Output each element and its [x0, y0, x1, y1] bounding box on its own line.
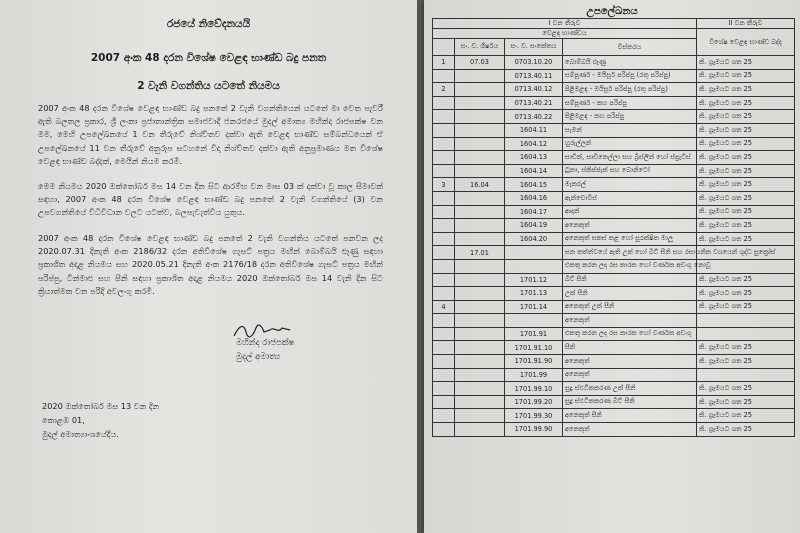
table-row — [433, 273, 795, 287]
page-gutter — [417, 0, 424, 533]
tax-cell: කි. ග්‍රෑමයට ශත 25 — [697, 287, 795, 301]
description-cell: සම්පූර්ණ - කහ පරිප්පු — [563, 96, 697, 110]
hs-code-column-header: සං. ව. සංකේතය — [505, 39, 563, 56]
description-cell: සාඩින්, සාඩිනෙල්ලා සහ බ්‍රිස්ලින් හෝ ස්ප්‍රැට්ස් — [563, 151, 697, 165]
table-row — [433, 205, 795, 219]
tax-cell — [697, 259, 795, 273]
hs-code-cell: 1604.17 — [505, 205, 563, 219]
table-row — [433, 382, 795, 396]
hs-code-cell: 0713.40.22 — [505, 110, 563, 124]
table-row — [433, 83, 795, 97]
hs-code-cell: 1701.91.10 — [505, 341, 563, 355]
tax-cell: කි. ග්‍රෑමයට ශත 25 — [697, 273, 795, 287]
signatory-name: මහින්ද රාජපක්ෂ — [236, 338, 295, 348]
serial-cell — [433, 205, 455, 219]
description-cell: බොම්බයි ළූණු — [563, 56, 697, 70]
table-row — [433, 300, 795, 314]
tax-cell: කි. ග්‍රෑමයට ශත 25 — [697, 151, 795, 165]
table-row — [433, 368, 795, 382]
description-cell: පිළිමළඳ - මයිසූර් පරිප්පු (රතු පරිප්පු) — [563, 83, 697, 97]
serial-cell — [433, 110, 455, 124]
serial-cell — [433, 69, 455, 83]
hs-heading-cell — [455, 409, 505, 423]
hs-heading-cell — [455, 395, 505, 409]
tax-cell: කි. ග්‍රෑමයට ශත 25 — [697, 232, 795, 246]
hs-heading-cell: 16.04 — [455, 178, 505, 192]
hs-code-cell: 1604.19 — [505, 219, 563, 233]
description-cell: ඝන තත්ත්වයේ ඇති උක් හෝ බීට් සීනි සහ රසායනික වශයෙන් ශුද්ධ සුක්‍රෝස් — [563, 246, 697, 260]
hs-code-cell: 1604.12 — [505, 137, 563, 151]
notice-paragraph-1: 2007 අංක 48 දරන විශේෂ වෙළඳ භාණ්ඩ බදු පනතේ 2 වැනි වගන්තියෙන් යටතේ මා වෙත පැවරී ඇති බලතල ප්‍රකාර, ශ්‍රී ලංකා ප්‍රජාතාන්ත්‍රික සමාජවාදී ජනරජයේ මුදල් අමාත්‍ය මහින්ද රාජපක්ෂ වන මම, මෙහි උපලේඛනයේ 1 වන තීරුවේ නිශ්චිතව දක්වා ඇති වෙළඳ භාණ්ඩ සම්බන්ධයෙන් ඒ උපලේඛනයේ 11 වන තීරුවේ අනුරූප සටහනේ විදා නිශ්චිතව දක්වා ඇති අනුප්‍රමාණය මත විශේෂ වෙළඳ භාණ්ඩ බද්දක්, මෙයින් නියම කරමි. — [38, 103, 383, 166]
order-subtitle: 2 වැනි වගන්තිය යටතේ නියමය — [137, 80, 280, 92]
table-row — [433, 409, 795, 423]
tax-cell: කි. ග්‍රෑමයට ශත 25 — [697, 300, 795, 314]
table-row — [433, 178, 795, 192]
description-cell: එකතු කරන ලද රස කාරක හෝ වර්ණක අඩංගු — [563, 327, 697, 341]
serial-cell — [433, 368, 455, 382]
hs-code-cell: 1604.20 — [505, 232, 563, 246]
description-cell: ආදන් — [563, 205, 697, 219]
hs-heading-cell — [455, 314, 505, 328]
hs-heading-cell — [455, 164, 505, 178]
serial-cell — [433, 151, 455, 165]
hs-code-cell: 1701.91 — [505, 327, 563, 341]
table-row — [433, 423, 795, 437]
hs-heading-cell — [455, 123, 505, 137]
hs-heading-column-header: සං. ව. ශීර්ෂය — [455, 39, 505, 56]
serial-cell: 3 — [433, 178, 455, 192]
tax-cell — [697, 314, 795, 328]
table-row — [433, 96, 795, 110]
hs-code-cell: 1604.11 — [505, 123, 563, 137]
description-cell: පිළිමළඳ - කහ පරිප්පු — [563, 110, 697, 124]
description-cell: අනෙකුත් සකස් කළ හෝ සුරක්ෂිත මාලූ — [563, 232, 697, 246]
description-cell: අනෙකුත් — [563, 219, 697, 233]
hs-heading-cell — [455, 368, 505, 382]
tax-cell: කි. ග්‍රෑමයට ශත 25 — [697, 341, 795, 355]
description-column-header: විස්තරය — [563, 39, 697, 56]
serial-cell: 1 — [433, 56, 455, 70]
table-row — [433, 151, 795, 165]
hs-code-cell — [505, 246, 563, 260]
table-row — [433, 246, 795, 260]
description-cell: උක් සීනි — [563, 287, 697, 301]
table-row — [433, 191, 795, 205]
serial-cell — [433, 382, 455, 396]
hs-heading-cell — [455, 327, 505, 341]
serial-cell — [433, 395, 455, 409]
hs-code-cell: 1604.15 — [505, 178, 563, 192]
description-cell: මැකරල් — [563, 178, 697, 192]
tax-cell — [697, 368, 795, 382]
serial-cell — [433, 96, 455, 110]
notice-heading: රජයේ නිවේදනයයි — [166, 18, 251, 30]
tax-cell: කි. ග්‍රෑමයට ශත 25 — [697, 191, 795, 205]
hs-code-cell: 1701.99.10 — [505, 382, 563, 396]
table-row — [433, 341, 795, 355]
hs-heading-cell — [455, 300, 505, 314]
table-row — [433, 314, 795, 328]
description-cell: අනෙකුත් සීනි — [563, 409, 697, 423]
description-cell: සම්පූර්ණ - මයිසූර් පරිප්පු (රතු පරිප්පු) — [563, 69, 697, 83]
hs-heading-cell: 17.01 — [455, 246, 505, 260]
hs-code-cell: 1701.99 — [505, 368, 563, 382]
serial-cell — [433, 341, 455, 355]
table-row — [433, 164, 795, 178]
serial-cell — [433, 287, 455, 301]
table-row — [433, 287, 795, 301]
serial-column-header — [433, 39, 455, 56]
serial-cell — [433, 219, 455, 233]
table-row — [433, 123, 795, 137]
hs-heading-cell — [455, 205, 505, 219]
hs-heading-cell — [455, 382, 505, 396]
tax-cell: කි. ග්‍රෑමයට ශත 25 — [697, 205, 795, 219]
table-row — [433, 219, 795, 233]
serial-cell — [433, 137, 455, 151]
serial-cell — [433, 164, 455, 178]
description-cell: අනෙකුත් — [563, 355, 697, 369]
hs-code-cell: 1701.99.30 — [505, 409, 563, 423]
table-row — [433, 137, 795, 151]
hs-code-cell: 1604.14 — [505, 164, 563, 178]
hs-heading-cell — [455, 191, 505, 205]
serial-cell — [433, 191, 455, 205]
serial-cell — [433, 123, 455, 137]
description-cell: අනෙකුත් — [563, 423, 697, 437]
hs-heading-cell — [455, 69, 505, 83]
act-title: 2007 අංක 48 දරන විශේෂ වෙළඳ භාණ්ඩ බදු පනත — [90, 52, 327, 64]
hs-heading-cell — [455, 287, 505, 301]
serial-cell — [433, 314, 455, 328]
notice-paragraph-2: මෙම නියමය 2020 ඔක්තෝබර් මස 14 වන දින සිට ආරම්භ වන මාස 03 ක් දක්වා වූ කාල සීමාවක් සඳහා, 2007 අංක 48 දරන විශේෂ වෙළඳ භාණ්ඩ බදු පනතේ 2 වැනි වගන්තියේ (3) වන උපවගන්තියේ විධිවිධාන වලට යටත්ව, බලපැවැත්විය යුතුය. — [38, 181, 383, 218]
tax-cell: කි. ග්‍රෑමයට ශත 25 — [697, 423, 795, 437]
tax-cell: කි. ග්‍රෑමයට ශත 25 — [697, 395, 795, 409]
tax-column-header: විශේෂ වෙළඳ භාණ්ඩ බද්ද — [697, 29, 795, 56]
hs-code-cell: 1701.99.20 — [505, 395, 563, 409]
table-row — [433, 110, 795, 124]
hs-heading-cell — [455, 151, 505, 165]
hs-code-cell: 1604.13 — [505, 151, 563, 165]
tax-cell: කි. ග්‍රෑමයට ශත 25 — [697, 56, 795, 70]
hs-code-cell: 1701.13 — [505, 287, 563, 301]
tax-cell: කි. ග්‍රෑමයට ශත 25 — [697, 96, 795, 110]
hs-code-cell: 0703.10.20 — [505, 56, 563, 70]
description-cell: හුරුල්ලන් — [563, 137, 697, 151]
schedule-body — [433, 56, 795, 437]
tax-cell: කි. ග්‍රෑමයට ශත 25 — [697, 164, 795, 178]
column-group-1-header: I වන තීරුව — [433, 19, 697, 29]
serial-cell — [433, 409, 455, 423]
hs-heading-cell — [455, 341, 505, 355]
table-row — [433, 259, 795, 273]
tax-cell: කි. ග්‍රෑමයට ශත 25 — [697, 382, 795, 396]
notice-paragraph-3: 2007 අංක 48 දරන විශේෂ වෙළඳ භාණ්ඩ බදු පනතේ 2 වැනි වගන්තිය යටතේ පනවන ලද 2020.07.31 දිනැති අංක 2186/32 දරන අතිවිශේෂ ගැසට් පත්‍රය මඟින් බොම්බයි ළූණු සඳහා ප්‍රකාශිත අදාළ නියමය සහ 2020.05.21 දිනැති අංක 2176/18 දරන අතිවිශේෂ ගැසට් පත්‍රය මඟින් පරිප්පු, ටින්මාළු සහ සීනි සඳහා ප්‍රකාශිත අදාළ නියමය 2020 ඔක්තෝබර් මස 14 වැනි දින සිට ක්‍රියාත්මක වන පරිදි අවලංගු කරමි. — [38, 233, 383, 296]
tax-cell: කි. ග්‍රෑමයට ශත 25 — [697, 69, 795, 83]
table-row — [433, 232, 795, 246]
hs-code-cell: 1701.14 — [505, 300, 563, 314]
hs-code-cell: 1701.12 — [505, 273, 563, 287]
tax-cell: කි. ග්‍රෑමයට ශත 25 — [697, 409, 795, 423]
description-cell: සීනි — [563, 341, 697, 355]
description-cell: අනෙකුත් උක් සීනි — [563, 300, 697, 314]
hs-heading-cell — [455, 259, 505, 273]
serial-cell: 2 — [433, 83, 455, 97]
table-row — [433, 69, 795, 83]
hs-heading-cell — [455, 110, 505, 124]
description-cell: සුදු ස්ඵටිකකරණ බීට් සීනි — [563, 395, 697, 409]
hs-heading-cell — [455, 96, 505, 110]
description-cell: එකතු කරන ලද රස කාරක හෝ වර්ණක අඩංගු නොවූ — [563, 259, 697, 273]
schedule-page — [424, 0, 800, 533]
description-cell: ටූනා, ස්කිප්ජැක් සහ බොනිටෝ — [563, 164, 697, 178]
signatory-title: මුදල් අමාත්‍ය — [236, 352, 281, 362]
footer-office: මුදල් අමාත්‍යාංශයේදීය. — [42, 429, 119, 439]
hs-code-cell: 1701.91.90 — [505, 355, 563, 369]
tax-cell: කි. ග්‍රෑමයට ශත 25 — [697, 355, 795, 369]
hs-code-cell — [505, 314, 563, 328]
tax-cell: කි. ග්‍රෑමයට ශත 25 — [697, 137, 795, 151]
description-cell: සුදු ස්ඵටිකකරණ උක් සීනි — [563, 382, 697, 396]
serial-cell — [433, 246, 455, 260]
hs-code-cell: 0713.40.11 — [505, 69, 563, 83]
column-group-2-header: II වන තීරුව — [697, 19, 795, 29]
table-row — [433, 395, 795, 409]
hs-heading-cell — [455, 423, 505, 437]
column-group-1-subheader: වෙළඳ භාණ්ඩය — [433, 29, 697, 39]
tax-cell: කි. ග්‍රෑමයට ශත 25 — [697, 83, 795, 97]
serial-cell — [433, 327, 455, 341]
hs-heading-cell — [455, 137, 505, 151]
table-row — [433, 327, 795, 341]
hs-heading-cell — [455, 355, 505, 369]
tax-cell: කි. ග්‍රෑමයට ශත 25 — [697, 123, 795, 137]
table-row — [433, 56, 795, 70]
description-cell: සැමන් — [563, 123, 697, 137]
hs-heading-cell — [455, 232, 505, 246]
description-cell: ඇන්චොවිස් — [563, 191, 697, 205]
serial-cell — [433, 355, 455, 369]
description-cell: බීට් සීනි — [563, 273, 697, 287]
serial-cell: 4 — [433, 300, 455, 314]
serial-cell — [433, 423, 455, 437]
description-cell: අනෙකුත් — [563, 314, 697, 328]
hs-code-cell: 0713.40.12 — [505, 83, 563, 97]
hs-heading-cell — [455, 219, 505, 233]
footer-date: 2020 ඔක්තෝබර් මස 13 වන දින — [42, 401, 160, 411]
serial-cell — [433, 273, 455, 287]
footer-place: කොළඹ 01, — [42, 415, 85, 425]
tax-cell: කි. ග්‍රෑමයට ශත 25 — [697, 110, 795, 124]
tax-cell — [697, 327, 795, 341]
hs-code-cell: 1604.16 — [505, 191, 563, 205]
hs-heading-cell — [455, 83, 505, 97]
hs-code-cell: 1701.99.90 — [505, 423, 563, 437]
hs-code-cell: 0713.40.21 — [505, 96, 563, 110]
table-row — [433, 355, 795, 369]
tax-cell: කි. ග්‍රෑමයට ශත 25 — [697, 178, 795, 192]
serial-cell — [433, 259, 455, 273]
hs-heading-cell: 07.03 — [455, 56, 505, 70]
hs-code-cell — [505, 259, 563, 273]
serial-cell — [433, 232, 455, 246]
schedule-title: උපලේඛනය — [586, 6, 638, 17]
description-cell: අනෙකුත් — [563, 368, 697, 382]
schedule-table — [432, 18, 795, 437]
hs-heading-cell — [455, 273, 505, 287]
tax-cell: කි. ග්‍රෑමයට ශත 25 — [697, 219, 795, 233]
